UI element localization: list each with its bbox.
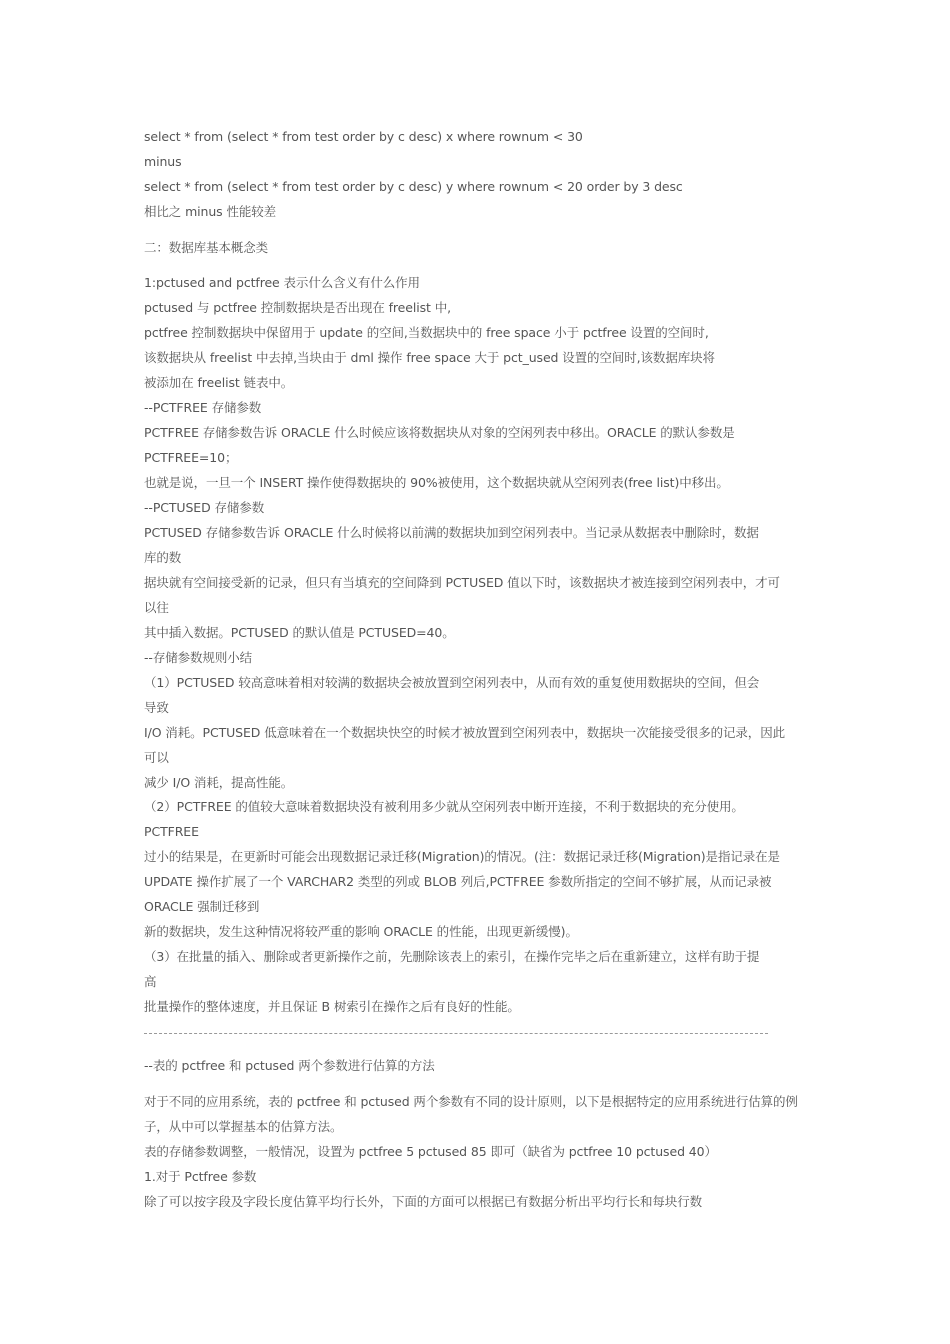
paragraph-line: 该数据块从 freelist 中去掉,当块由于 dml 操作 free space 大于 pct_used 设置的空间时,该数据库块将 — [144, 350, 715, 365]
paragraph-line: 其中插入数据。PCTUSED 的默认值是 PCTUSED=40。 — [144, 625, 455, 640]
paragraph-line: 减少 I/O 消耗，提高性能。 — [144, 775, 294, 790]
paragraph-line: 新的数据块，发生这种情况将较严重的影响 ORACLE 的性能，出现更新缓慢)。 — [144, 924, 578, 939]
paragraph-line: ORACLE 强制迁移到 — [144, 899, 260, 914]
subheading-rules-summary: --存储参数规则小结 — [144, 650, 253, 665]
subheading-pctused: --PCTUSED 存储参数 — [144, 500, 265, 515]
paragraph-line: PCTUSED 存储参数告诉 ORACLE 什么时候将以前满的数据块加到空闲列表中。当记录从数据表中删除时，数据 — [144, 525, 759, 540]
paragraph-line: I/O 消耗。PCTUSED 低意味着在一个数据块快空的时候才被放置到空闲列表中，数据块一次能接受很多的记录，因此 — [144, 725, 785, 740]
paragraph-line: 对于不同的应用系统，表的 pctfree 和 pctused 两个参数有不同的设计原则，以下是根据特定的应用系统进行估算的例 — [144, 1094, 798, 1109]
paragraph-line: 据块就有空间接受新的记录，但只有当填充的空间降到 PCTUSED 值以下时，该数据块才被连接到空闲列表中，才可 — [144, 575, 780, 590]
sql-select-line-1: select * from (select * from test order by c desc) x where rownum < 30 — [144, 129, 583, 144]
paragraph-line: UPDATE 操作扩展了一个 VARCHAR2 类型的列或 BLOB 列后,PCTFREE 参数所指定的空间不够扩展，从而记录被 — [144, 874, 772, 889]
paragraph-line: pctfree 控制数据块中保留用于 update 的空间,当数据块中的 free space 小于 pctfree 设置的空间时, — [144, 325, 709, 340]
paragraph-line: 表的存储参数调整，一般情况，设置为 pctfree 5 pctused 85 即可（缺省为 pctfree 10 pctused 40） — [144, 1144, 717, 1159]
subheading-estimation-method: --表的 pctfree 和 pctused 两个参数进行估算的方法 — [144, 1058, 435, 1073]
dashed-separator — [144, 1033, 768, 1035]
paragraph-line: 过小的结果是，在更新时可能会出现数据记录迁移(Migration)的情况。(注：数据记录迁移(Migration)是指记录在是 — [144, 849, 780, 864]
paragraph-line: pctused 与 pctfree 控制数据块是否出现在 freelist 中, — [144, 300, 451, 315]
sql-select-line-2: select * from (select * from test order by c desc) y where rownum < 20 order by 3 desc — [144, 179, 683, 194]
paragraph-line: PCTFREE 存储参数告诉 ORACLE 什么时候应该将数据块从对象的空闲列表中移出。ORACLE 的默认参数是 — [144, 425, 735, 440]
paragraph-line: 也就是说，一旦一个 INSERT 操作使得数据块的 90%被使用，这个数据块就从空闲列表(free list)中移出。 — [144, 475, 729, 490]
paragraph-line: （3）在批量的插入、删除或者更新操作之前，先删除该表上的索引，在操作完毕之后在重新建立，这样有助于提 — [144, 949, 760, 964]
paragraph-line: （1）PCTUSED 较高意味着相对较满的数据块会被放置到空闲列表中，从而有效的重复使用数据块的空间，但会 — [144, 675, 760, 690]
paragraph-line: （2）PCTFREE 的值较大意味着数据块没有被利用多少就从空闲列表中断开连接，不利于数据块的充分使用。 — [144, 799, 744, 814]
paragraph-line: 可以 — [144, 750, 169, 765]
paragraph-line: 以往 — [144, 600, 169, 615]
sql-minus-line: minus — [144, 154, 182, 169]
paragraph-line: 批量操作的整体速度，并且保证 B 树索引在操作之后有良好的性能。 — [144, 999, 520, 1014]
paragraph-line: 被添加在 freelist 链表中。 — [144, 375, 294, 390]
subheading-pctfree: --PCTFREE 存储参数 — [144, 400, 262, 415]
paragraph-line: PCTFREE — [144, 824, 199, 839]
paragraph-line: 除了可以按字段及字段长度估算平均行长外，下面的方面可以根据已有数据分析出平均行长和每块行数 — [144, 1194, 703, 1209]
subheading-pctfree-parameter: 1.对于 Pctfree 参数 — [144, 1169, 257, 1184]
paragraph-line: PCTFREE=10； — [144, 450, 238, 465]
paragraph-line: 子，从中可以掌握基本的估算方法。 — [144, 1119, 343, 1134]
section-heading: 二：数据库基本概念类 — [144, 240, 269, 255]
question-heading: 1:pctused and pctfree 表示什么含义有什么作用 — [144, 275, 420, 290]
paragraph-line: 库的数 — [144, 550, 182, 565]
paragraph-line: 高 — [144, 974, 157, 989]
performance-note: 相比之 minus 性能较差 — [144, 204, 277, 219]
paragraph-line: 导致 — [144, 700, 169, 715]
